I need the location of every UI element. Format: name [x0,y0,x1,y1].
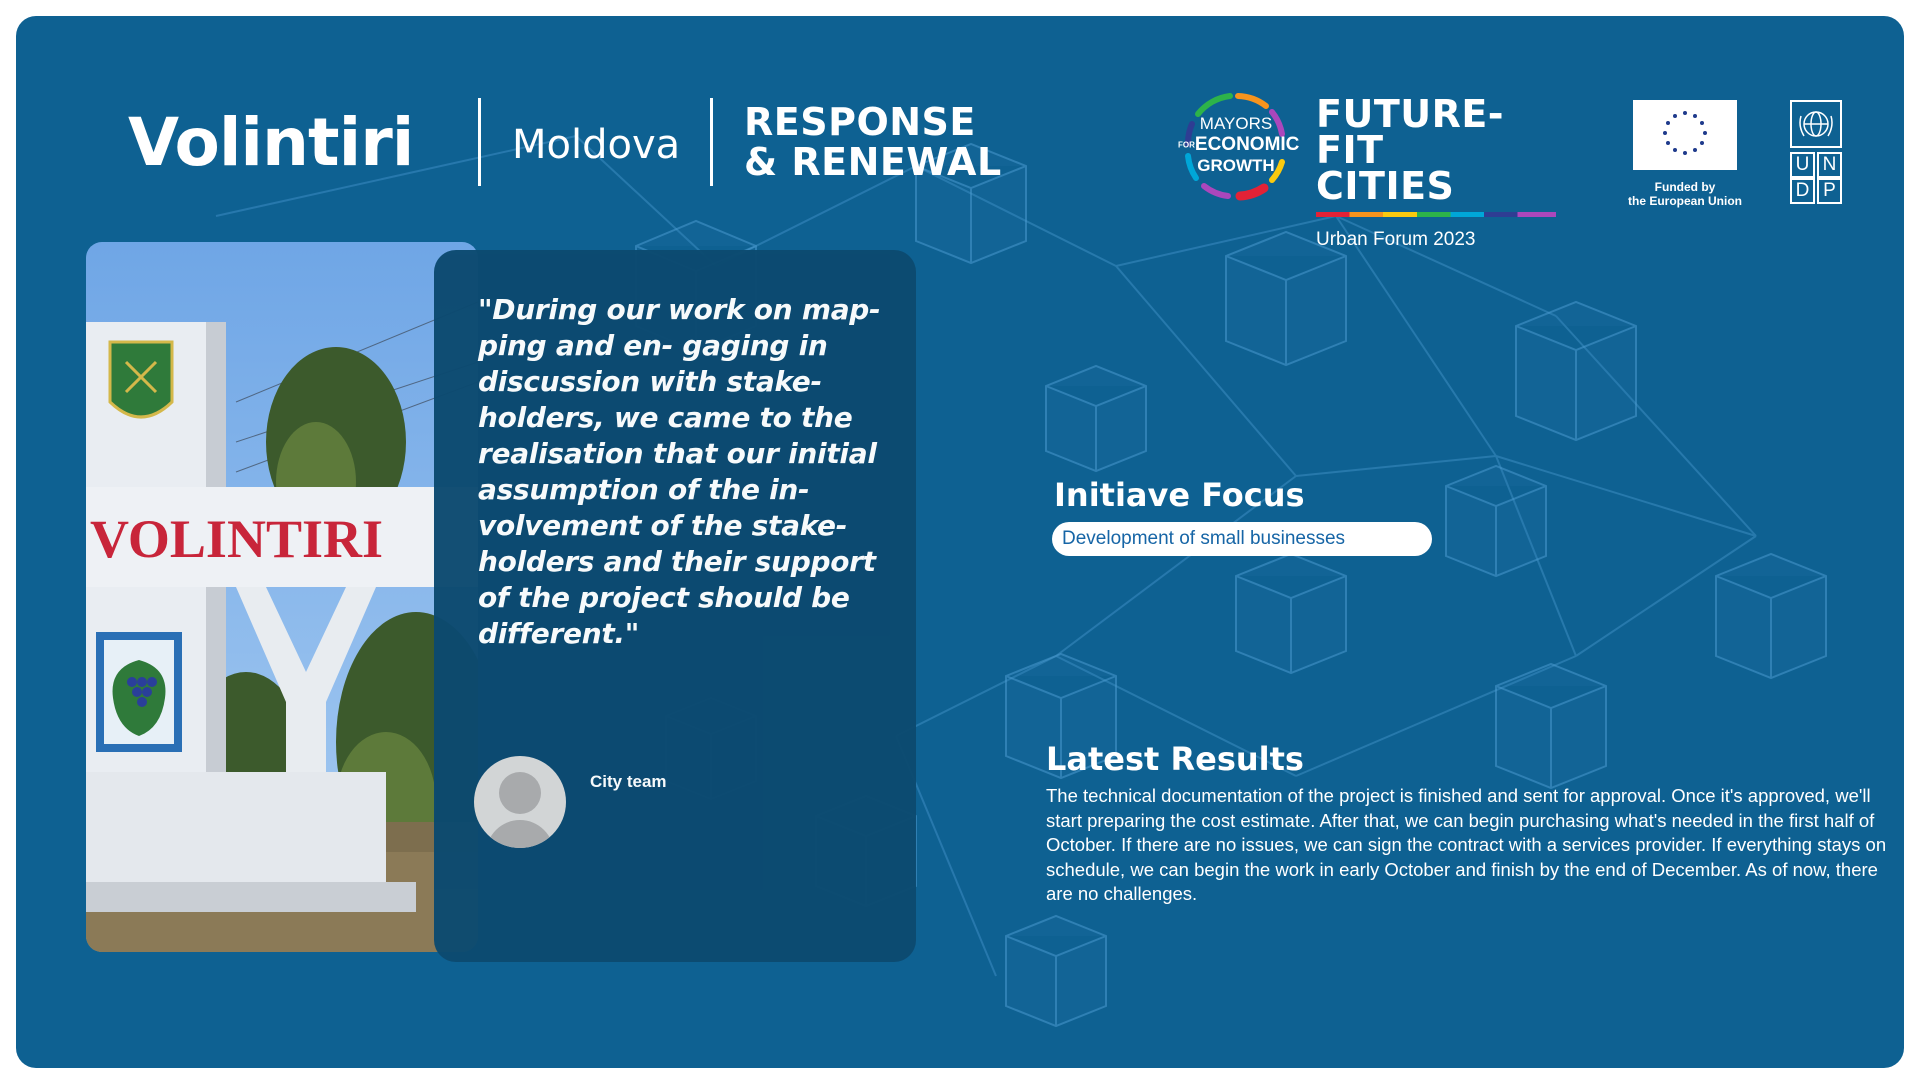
results-text: The technical documentation of the project is finished and sent for approval. Once it's approved, we'll start preparing the cost estimate. After that, we can begin purchasing what's needed in the first half of October. If there are no issues, we can sign the contract with a services provider. If everything stays on schedule, we can begin the work in early October and finish by the end of December. As of now, there are no challenges. [1046,785,1887,904]
forum-title-line: FUTURE-FIT [1316,92,1505,172]
undp-letter: N [1817,152,1842,178]
eu-caption-line: the European Union [1628,194,1742,208]
quote-line: ping and en- gaging in [478,329,828,362]
future-fit-cities-logo [1316,92,1556,251]
sign-lettering: VOLINTIRI [90,509,383,569]
avatar-body-icon [486,820,554,848]
rainbow-bar [1316,212,1556,217]
quote-line: different." [478,617,640,650]
village-sign-illustration [86,242,478,952]
undp-logo [1790,100,1842,204]
quote-line: "During our work on map- [478,293,881,326]
avatar-head-icon [499,772,541,814]
eu-caption [1610,180,1760,208]
header-divider [478,98,481,186]
quote-line: realisation that our initial [478,437,877,470]
logo-text: MAYORS [1199,114,1273,133]
quote-text [478,292,888,652]
program-title [744,102,1002,182]
village-sign-photo [86,242,478,952]
forum-title [1316,92,1556,208]
city-name: Volintiri [128,104,414,181]
eu-caption-line: Funded by [1654,180,1716,194]
avatar [474,756,566,848]
undp-letter: P [1817,178,1842,204]
logo-text: GROWTH [1197,156,1275,175]
slide [16,16,1904,1068]
undp-letter: U [1790,152,1815,178]
forum-title-line: CITIES [1316,164,1455,208]
eu-stars-icon [1633,100,1737,170]
quote-author: City team [590,772,667,791]
globe-icon [1792,102,1840,146]
focus-heading: Initiave Focus [1054,476,1305,514]
mayors-economic-growth-logo [1178,84,1300,208]
eu-flag-logo [1633,100,1737,170]
program-title-line: RESPONSE [744,100,976,144]
quote-line: volvement of the stake- [478,509,848,542]
program-title-line: & RENEWAL [744,140,1002,184]
quote-line: holders, we came to the [478,401,853,434]
quote-line: assumption of the in- [478,473,810,506]
country-name: Moldova [512,122,681,168]
quote-line: holders and their support [478,545,876,578]
results-heading: Latest Results [1046,740,1304,778]
logo-text-small: FOR [1178,140,1195,150]
header-divider [710,98,713,186]
logo-text-economic: ECONOMIC [1194,134,1300,155]
quote-line: discussion with stake- [478,365,822,398]
forum-subtitle: Urban Forum 2023 [1316,229,1476,250]
quote-card [434,250,916,962]
un-emblem-icon [1790,100,1842,148]
quote-line: of the project should be [478,581,850,614]
focus-tag: Development of small businesses [1052,522,1432,556]
undp-letter: D [1790,178,1815,204]
logo-text [1178,134,1300,156]
